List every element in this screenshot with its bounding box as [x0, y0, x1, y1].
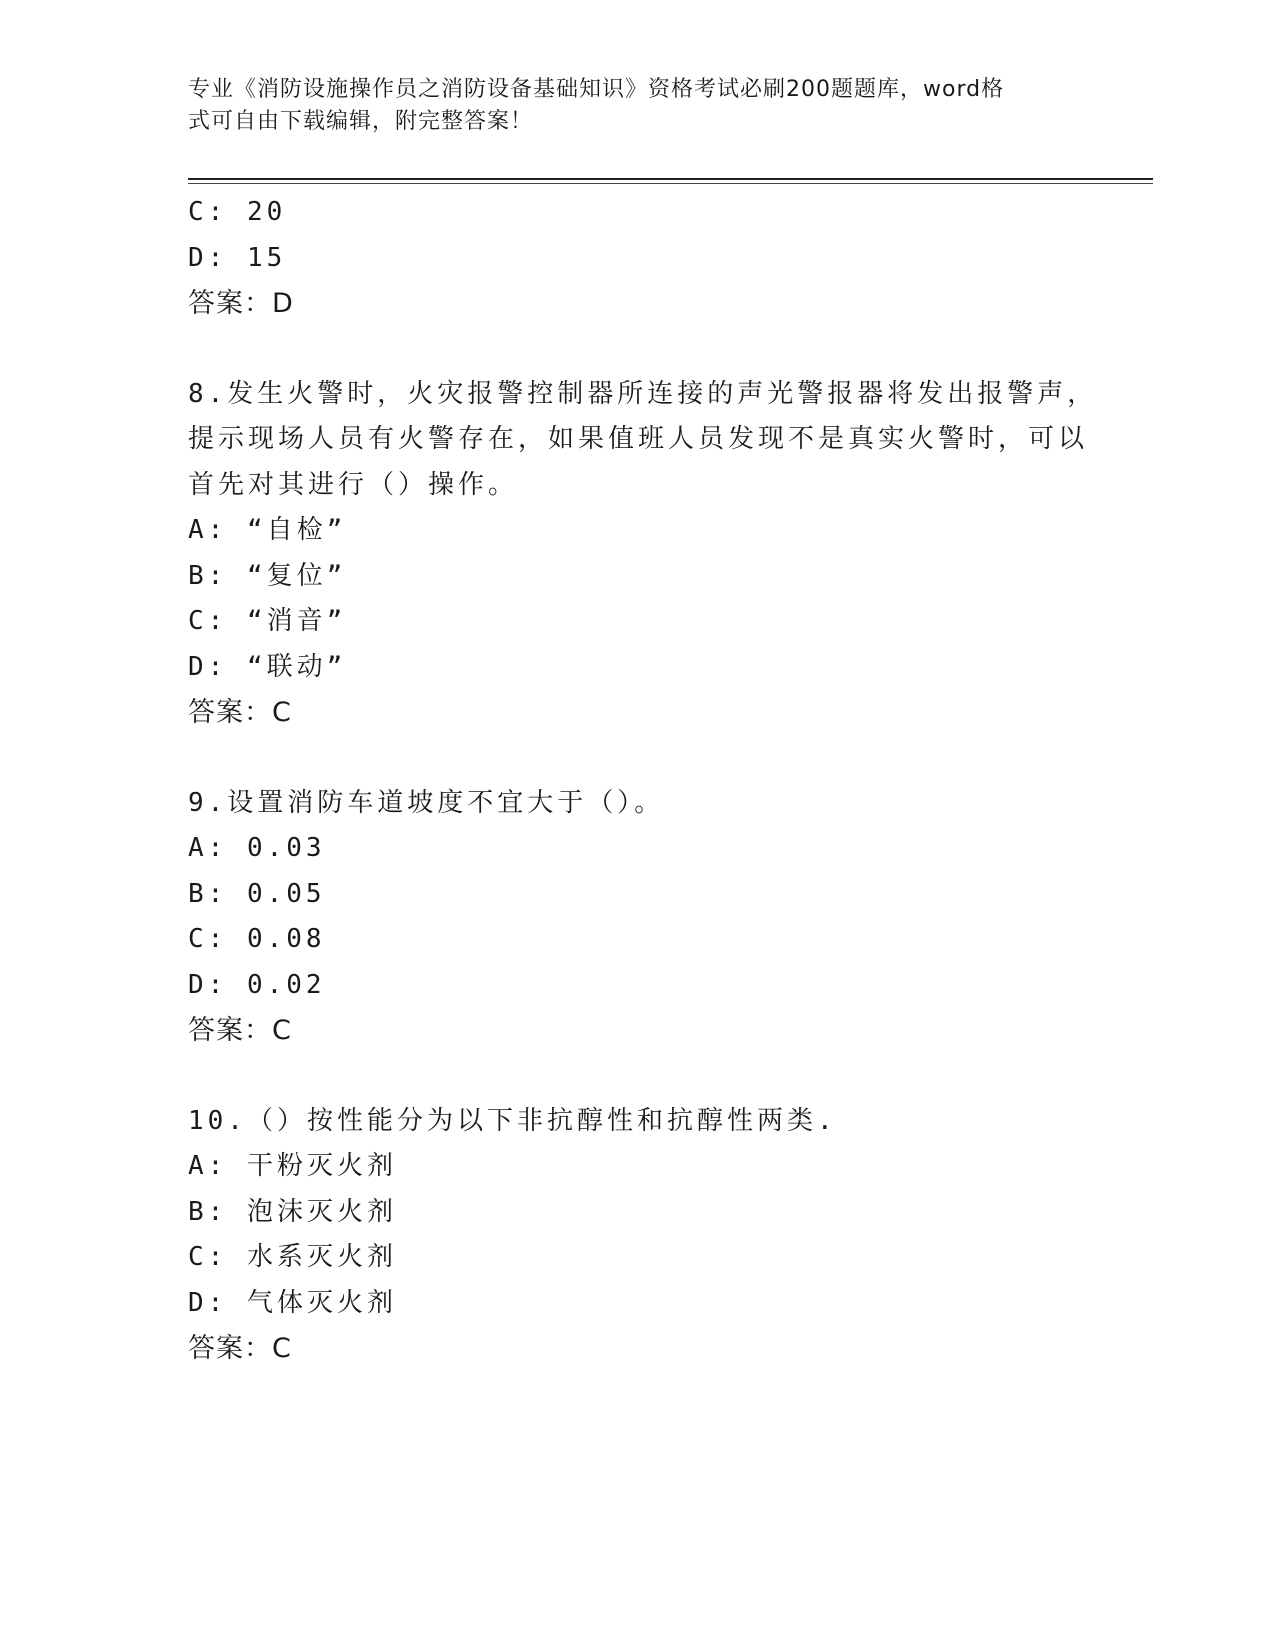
- header-line-2: 式可自由下载编辑，附完整答案！: [188, 109, 534, 134]
- question-7-tail: [188, 190, 1068, 327]
- option-b: B: 泡沫灭火剂: [188, 1196, 397, 1227]
- document-header: [188, 74, 1068, 138]
- spacer: [188, 327, 1068, 372]
- question-stem-line: 9.设置消防车道坡度不宜大于（）。: [188, 787, 665, 818]
- header-line-1: 专业《消防设施操作员之消防设备基础知识》资格考试必刷200题题库，word格: [188, 77, 1005, 102]
- option-c: C: 0.08: [188, 924, 326, 954]
- header-divider-thick: [188, 178, 1153, 180]
- spacer: [188, 736, 1068, 781]
- option-d: D: “联动”: [188, 651, 347, 682]
- option-b: B: “复位”: [188, 560, 347, 591]
- question-stem-line: 提示现场人员有火警存在，如果值班人员发现不是真实火警时，可以: [188, 424, 1089, 454]
- option-d: D: 0.02: [188, 969, 326, 1000]
- option-a: A: 干粉灭火剂: [188, 1151, 397, 1181]
- option-a: A: 0.03: [188, 833, 326, 863]
- option-c: C: “消音”: [188, 606, 347, 636]
- question-stem-line: 8.发生火警时，火灾报警控制器所连接的声光警报器将发出报警声，: [188, 378, 1098, 409]
- question-10: [188, 1099, 1068, 1372]
- option-d: D: 15: [188, 242, 287, 273]
- answer-line: 答案：C: [188, 1015, 292, 1046]
- question-stem-line: 10.（）按性能分为以下非抗醇性和抗醇性两类.: [188, 1105, 837, 1136]
- option-a: A: “自检”: [188, 515, 347, 545]
- option-c: C: 水系灭火剂: [188, 1242, 397, 1272]
- question-8: [188, 372, 1098, 736]
- answer-line: 答案：D: [188, 288, 294, 319]
- option-c: C: 20: [188, 197, 287, 227]
- question-stem-line: 首先对其进行（）操作。: [188, 469, 519, 500]
- answer-line: 答案：C: [188, 1333, 292, 1364]
- header-divider-thin: [188, 183, 1153, 184]
- answer-line: 答案：C: [188, 697, 292, 728]
- question-9: [188, 781, 1068, 1054]
- option-b: B: 0.05: [188, 878, 326, 909]
- spacer: [188, 1054, 1068, 1099]
- option-d: D: 气体灭火剂: [188, 1287, 397, 1318]
- question-list: [188, 190, 1098, 1372]
